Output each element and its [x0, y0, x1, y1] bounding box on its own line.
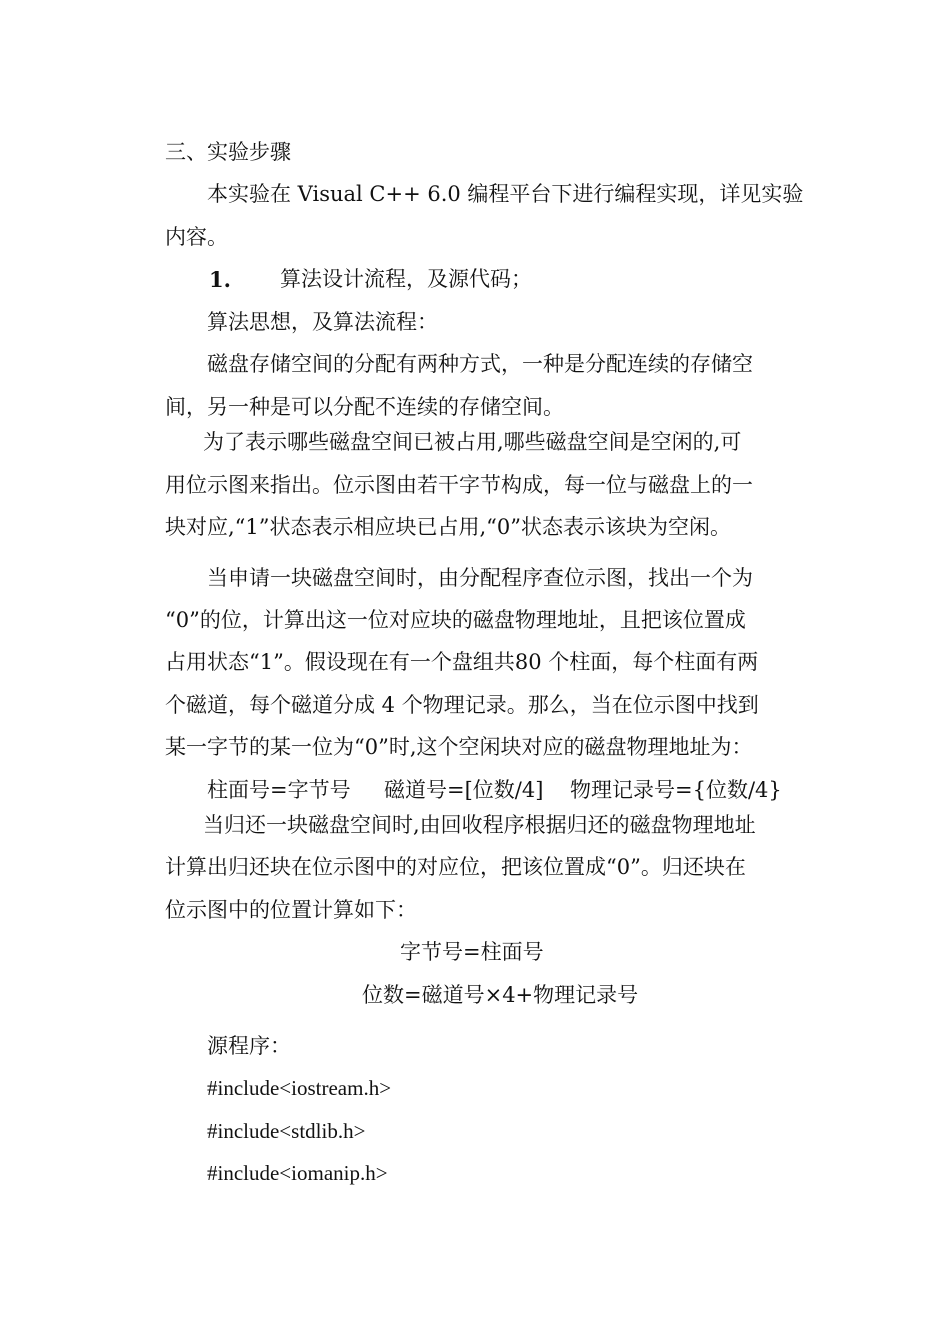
para3-line-2: “0”的位，计算出这一位对应块的磁盘物理地址，且把该位置成 — [165, 608, 746, 632]
idea-label: 算法思想，及算法流程： — [207, 310, 438, 334]
para3-line-5: 某一字节的某一位为“0”时,这个空闲块对应的磁盘物理地址为： — [165, 735, 753, 759]
source-label: 源程序： — [207, 1034, 291, 1058]
formula-byte: 字节号=柱面号 — [400, 940, 544, 964]
intro-line-2: 内容。 — [165, 225, 228, 249]
para2-line-1: 为了表示哪些磁盘空间已被占用,哪些磁盘空间是空闲的,可 — [203, 430, 742, 454]
code-line: #include<stdlib.h> — [207, 1119, 366, 1143]
formula-track: 磁道号=[位数/4] — [384, 778, 544, 802]
formula-cylinder: 柱面号=字节号 — [207, 778, 351, 802]
para2-line-3: 块对应,“1”状态表示相应块已占用,“0”状态表示该块为空闲。 — [165, 515, 732, 539]
para1-line-2: 间，另一种是可以分配不连续的存储空间。 — [165, 395, 564, 419]
para1-line-1: 磁盘存储空间的分配有两种方式，一种是分配连续的存储空 — [207, 352, 753, 376]
para2-line-2: 用位示图来指出。位示图由若干字节构成，每一位与磁盘上的一 — [165, 473, 753, 497]
code-line: #include<iostream.h> — [207, 1076, 392, 1100]
step-number: 1. — [209, 267, 231, 292]
para4-line-1: 当归还一块磁盘空间时,由回收程序根据归还的磁盘物理地址 — [203, 813, 756, 837]
step-title: 算法设计流程，及源代码； — [280, 267, 532, 291]
code-line: #include<iomanip.h> — [207, 1161, 388, 1185]
para3-line-3: 占用状态“1”。假设现在有一个盘组共80 个柱面，每个柱面有两 — [165, 650, 759, 674]
para4-line-3: 位示图中的位置计算如下： — [165, 898, 417, 922]
para3-line-1: 当申请一块磁盘空间时，由分配程序查位示图，找出一个为 — [207, 566, 753, 590]
section-heading: 三、实验步骤 — [165, 140, 291, 164]
formula-bit: 位数=磁道号×4+物理记录号 — [362, 983, 639, 1007]
para4-line-2: 计算出归还块在位示图中的对应位，把该位置成“0”。归还块在 — [165, 855, 746, 879]
intro-line-1: 本实验在 Visual C++ 6.0 编程平台下进行编程实现，详见实验 — [207, 182, 804, 206]
para3-line-4: 个磁道，每个磁道分成 4 个物理记录。那么，当在位示图中找到 — [165, 693, 759, 717]
formula-record: 物理记录号={位数/4} — [570, 778, 782, 802]
